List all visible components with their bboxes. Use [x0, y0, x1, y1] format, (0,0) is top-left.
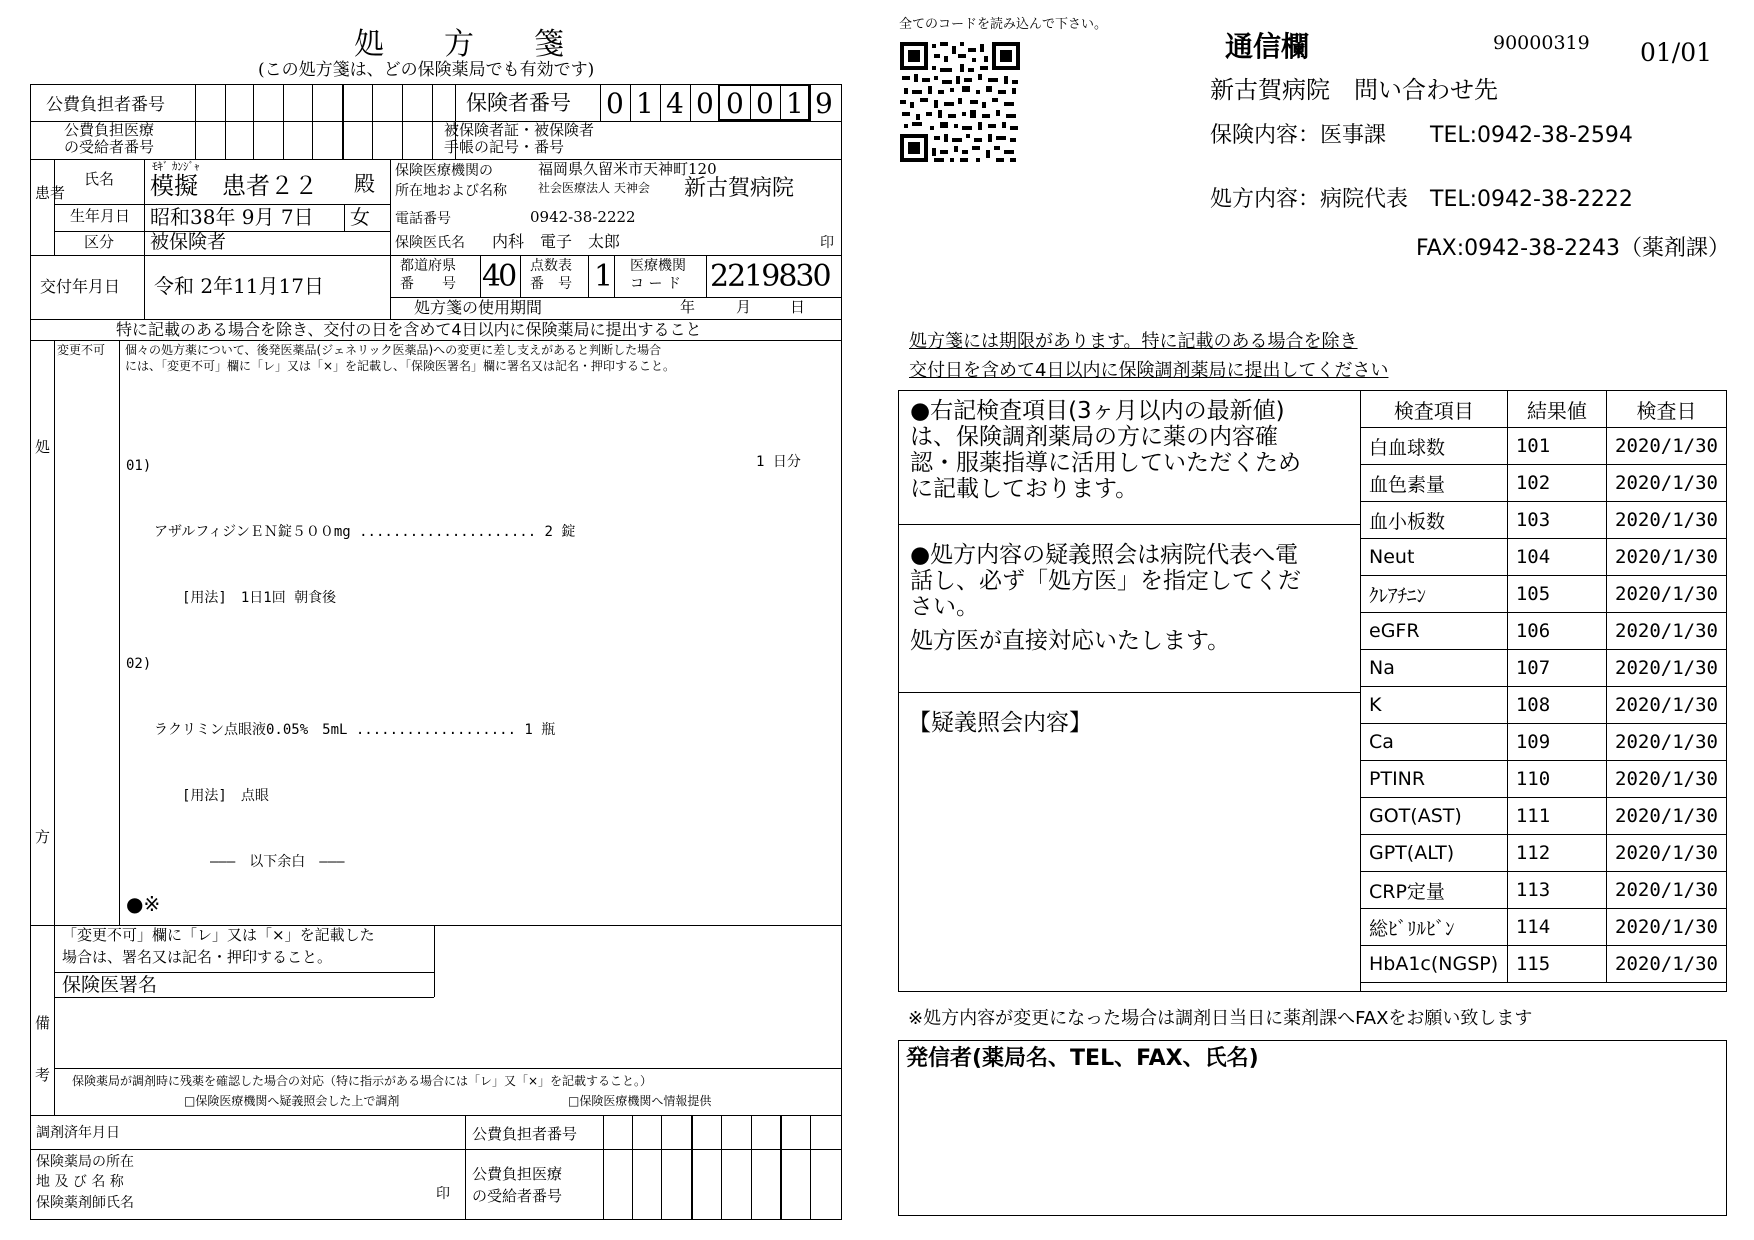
inquiry-content-field[interactable]: [906, 740, 1354, 986]
issue-date-value: 令和 2年11月17日: [154, 274, 324, 298]
table-row: [1361, 798, 1727, 835]
category-value: 被保険者: [150, 231, 227, 253]
sender-label: 発信者(薬局名、TEL、FAX、氏名): [906, 1046, 1259, 1071]
fax-contact: FAX:0942-38-2243（薬剤課）: [1416, 236, 1731, 261]
birth-label: 生年月日: [70, 207, 131, 225]
lab-value: 112: [1507, 835, 1606, 872]
table-row: [1361, 465, 1727, 502]
public-payer-no-label-2: 公費負担者番号: [472, 1125, 578, 1143]
lab-date: 2020/1/30: [1607, 761, 1727, 798]
institution-loc-label-2: 所在地および名称: [395, 183, 507, 199]
remarks-side-bottom: 考: [35, 1066, 51, 1084]
lab-date: 2020/1/30: [1607, 835, 1727, 872]
lab-date: 2020/1/30: [1607, 650, 1727, 687]
name-kana: ﾓｷﾞ ｶﾝｼﾞｬ: [152, 160, 200, 173]
issue-date-label: 交付年月日: [40, 277, 121, 296]
period-day: 日: [790, 298, 806, 316]
sign-note-2: 場合は、署名又は記名・押印すること。: [62, 948, 333, 966]
rx-side-bottom: 方: [35, 828, 51, 846]
rx-line: ラクリミン点眼液0.05% 5mL ................... 1 瓶: [126, 722, 556, 738]
insurance-contact: 保険内容：医事課 TEL:0942-38-2594: [1210, 123, 1633, 148]
form-subtitle: (この処方箋は、どの保険薬局でも有効です): [258, 60, 595, 80]
rx-side-top: 処: [35, 438, 51, 456]
lab-item: Ca: [1361, 724, 1508, 761]
period-label: 処方箋の使用期間: [414, 298, 543, 317]
lab-header-value: 結果値: [1507, 391, 1606, 428]
fax-notice: ※処方内容が変更になった場合は調剤日当日に薬剤課へFAXをお願い致します: [908, 1008, 1533, 1029]
pharmacy-note: 保険薬局が調剤時に残薬を確認した場合の対応（特に指示がある場合には「レ」又「×」を記載すること。）: [72, 1074, 653, 1088]
dispensed-label: 調剤済年月日: [36, 1125, 120, 1141]
table-row: [1361, 428, 1727, 465]
comm-title: 通信欄: [1225, 30, 1310, 63]
lab-value: 110: [1507, 761, 1606, 798]
lab-value: 103: [1507, 502, 1606, 539]
table-row: [1361, 502, 1727, 539]
generic-note-1: 個々の処方薬について、後発医薬品(ジェネリック医薬品)への変更に差し支えがあると判断した場合: [125, 343, 662, 357]
category-label: 区分: [84, 233, 115, 251]
lab-date: 2020/1/30: [1607, 576, 1727, 613]
pref-no: 40: [482, 259, 515, 294]
expiry-note-1: 処方箋には期限があります。特に記載のある場合を除き: [909, 331, 1358, 352]
inst-code-label-2: コ ー ド: [630, 276, 681, 292]
rx-lines: [126, 411, 575, 917]
rx-contact: 処方内容：病院代表 TEL:0942-38-2222: [1210, 187, 1633, 212]
lab-item: 血小板数: [1361, 502, 1508, 539]
bullet-note: ●※: [126, 892, 161, 916]
lab-value: 115: [1507, 946, 1606, 983]
points-label-2: 番 号: [530, 276, 572, 292]
doc-number: 90000319: [1493, 32, 1590, 54]
table-row: [1361, 576, 1727, 613]
doctor-label: 保険医氏名: [395, 235, 465, 251]
inquiry-info-text: [910, 542, 1301, 654]
inquiry-header: 新古賀病院 問い合わせ先: [1210, 76, 1498, 104]
inquiry-info-line: 処方医が直接対応いたします。: [910, 628, 1231, 654]
page-number: 01/01: [1640, 38, 1713, 67]
public-recipient2-label-2: の受給者番号: [472, 1187, 563, 1205]
table-row: [1361, 835, 1727, 872]
lab-item: Na: [1361, 650, 1508, 687]
rx-line: [用法] 1日1回 朝食後: [126, 590, 337, 606]
lab-info-line: 認・服薬指導に活用していただくため: [910, 450, 1301, 476]
lab-item: Neut: [1361, 539, 1508, 576]
lab-value: 101: [1507, 428, 1606, 465]
lab-date: 2020/1/30: [1607, 687, 1727, 724]
institution-loc-label-1: 保険医療機関の: [395, 163, 493, 179]
table-row: [1361, 613, 1727, 650]
lab-value: 106: [1507, 613, 1606, 650]
pref-label-2: 番 号: [400, 276, 456, 292]
institution-name: 新古賀病院: [684, 176, 795, 201]
lab-value: 113: [1507, 872, 1606, 909]
insured-card-label-1: 被保険者証・被保険者: [444, 121, 595, 139]
lab-info-text: [910, 398, 1301, 502]
institution-address: 福岡県久留米市天神町120: [538, 160, 717, 178]
option-info-checkbox[interactable]: □保険医療機関へ情報提供: [568, 1094, 712, 1108]
rx-line: ――― 以下余白 ―――: [126, 854, 345, 870]
lab-item: 白血球数: [1361, 428, 1508, 465]
lab-date: 2020/1/30: [1607, 872, 1727, 909]
lab-date: 2020/1/30: [1607, 502, 1727, 539]
lab-date: 2020/1/30: [1607, 724, 1727, 761]
lab-header-item: 検査項目: [1361, 391, 1508, 428]
doctor-value: 内科 電子 太郎: [492, 232, 621, 251]
pharmacy-label-3: 保険薬剤師氏名: [36, 1195, 134, 1211]
lab-item: GOT(AST): [1361, 798, 1508, 835]
pref-label-1: 都道府県: [400, 258, 456, 274]
points-no: 1: [594, 259, 614, 294]
inquiry-info-line: さい。: [910, 594, 979, 620]
inquiry-info-line: 話し、必ず「処方医」を指定してくだ: [910, 568, 1301, 594]
lab-value: 107: [1507, 650, 1606, 687]
lab-item: ｸﾚｱﾁﾆﾝ: [1361, 576, 1508, 613]
sex-value: 女: [350, 205, 370, 229]
lab-item: CRP定量: [1361, 872, 1508, 909]
lab-item: GPT(ALT): [1361, 835, 1508, 872]
lab-item: 総ﾋﾞﾘﾙﾋﾞﾝ: [1361, 909, 1508, 946]
remarks-side-top: 備: [35, 1014, 51, 1032]
pharmacy-label-2: 地 及 び 名 称: [36, 1174, 124, 1190]
expiry-note-2: 交付日を含めて4日以内に保険調剤薬局に提出してください: [909, 360, 1389, 381]
inquiry-box-title: 【疑義照会内容】: [908, 710, 1092, 736]
phone-value: 0942-38-2222: [530, 208, 636, 226]
lab-value: 109: [1507, 724, 1606, 761]
option-inquiry-checkbox[interactable]: □保険医療機関へ疑義照会した上で調剤: [184, 1094, 400, 1108]
table-row: [1361, 687, 1727, 724]
table-row: [1361, 946, 1727, 983]
phone-label: 電話番号: [395, 211, 451, 227]
lab-date: 2020/1/30: [1607, 465, 1727, 502]
lab-value: 105: [1507, 576, 1606, 613]
lab-item: 血色素量: [1361, 465, 1508, 502]
sign-label: 保険医署名: [62, 974, 158, 996]
patient-side-label: 患者: [35, 184, 66, 202]
public-payer-no-label: 公費負担者番号: [46, 95, 165, 115]
lab-value: 114: [1507, 909, 1606, 946]
doctor-seal: 印: [820, 235, 834, 251]
period-year: 年: [680, 298, 696, 316]
institution-corp: 社会医療法人 天神会: [538, 181, 650, 195]
name-label: 氏名: [84, 170, 115, 188]
lab-info-line: ●右記検査項目(3ヶ月以内の最新値): [910, 398, 1285, 424]
lab-table: [1360, 390, 1727, 983]
insurer-no-label: 保険者番号: [466, 91, 571, 115]
insured-card-label-2: 手帳の記号・番号: [444, 138, 565, 156]
submission-notice: 特に記載のある場合を除き、交付の日を含めて4日以内に保険薬局に提出すること: [116, 320, 702, 339]
table-row: [1361, 909, 1727, 946]
table-row: [1361, 724, 1727, 761]
rx-line: [用法] 点眼: [126, 788, 269, 804]
inst-code-label-1: 医療機関: [630, 258, 686, 274]
pharmacy-label-1: 保険薬局の所在: [36, 1154, 134, 1170]
lab-item: eGFR: [1361, 613, 1508, 650]
lab-date: 2020/1/30: [1607, 539, 1727, 576]
public-recipient-label-1: 公費負担医療: [64, 121, 155, 139]
lab-item: PTINR: [1361, 761, 1508, 798]
table-row: [1361, 650, 1727, 687]
lab-value: 108: [1507, 687, 1606, 724]
lab-date: 2020/1/30: [1607, 946, 1727, 983]
table-row: [1361, 539, 1727, 576]
inst-code: 2219830: [710, 259, 830, 294]
lab-date: 2020/1/30: [1607, 798, 1727, 835]
lab-info-line: に記載しております。: [910, 476, 1139, 502]
points-label-1: 点数表: [530, 258, 572, 274]
lab-date: 2020/1/30: [1607, 428, 1727, 465]
lab-value: 104: [1507, 539, 1606, 576]
table-row: [1361, 872, 1727, 909]
qr-caption: 全てのコードを読み込んで下さい。: [899, 17, 1108, 32]
generic-note-2: には、「変更不可」欄に「レ」又は「×」を記載し、「保険医署名」欄に署名又は記名・押印すること。: [125, 359, 676, 373]
lab-item: HbA1c(NGSP): [1361, 946, 1508, 983]
lab-info-line: は、保険調剤薬局の方に薬の内容確: [910, 424, 1278, 450]
form-title: 処 方 箋: [354, 27, 564, 62]
patient-name: 模擬 患者２２: [150, 172, 318, 200]
table-row: [1361, 761, 1727, 798]
no-change-label: 変更不可: [57, 343, 106, 357]
rx-days: 1 日分: [756, 454, 801, 470]
public-recipient2-label-1: 公費負担医療: [472, 1165, 563, 1183]
period-month: 月: [736, 298, 752, 316]
rx-line: アザルフィジンＥＮ錠５００mg ..................... 2 錠: [126, 524, 576, 540]
birth-value: 昭和38年 9月 7日: [150, 205, 314, 229]
lab-header-row: [1361, 391, 1727, 428]
qr-code: [900, 42, 1020, 162]
pharmacy-seal: 印: [436, 1186, 450, 1202]
lab-value: 111: [1507, 798, 1606, 835]
lab-header-date: 検査日: [1607, 391, 1727, 428]
name-suffix: 殿: [354, 172, 375, 196]
lab-date: 2020/1/30: [1607, 909, 1727, 946]
lab-value: 102: [1507, 465, 1606, 502]
lab-item: K: [1361, 687, 1508, 724]
inquiry-info-line: ●処方内容の疑義照会は病院代表へ電: [910, 542, 1299, 568]
rx-line: 01): [126, 458, 152, 474]
public-recipient-label-2: の受給者番号: [64, 138, 155, 156]
lab-date: 2020/1/30: [1607, 613, 1727, 650]
rx-line: 02): [126, 656, 152, 672]
sign-note-1: 「変更不可」欄に「レ」又は「×」を記載した: [62, 926, 375, 944]
